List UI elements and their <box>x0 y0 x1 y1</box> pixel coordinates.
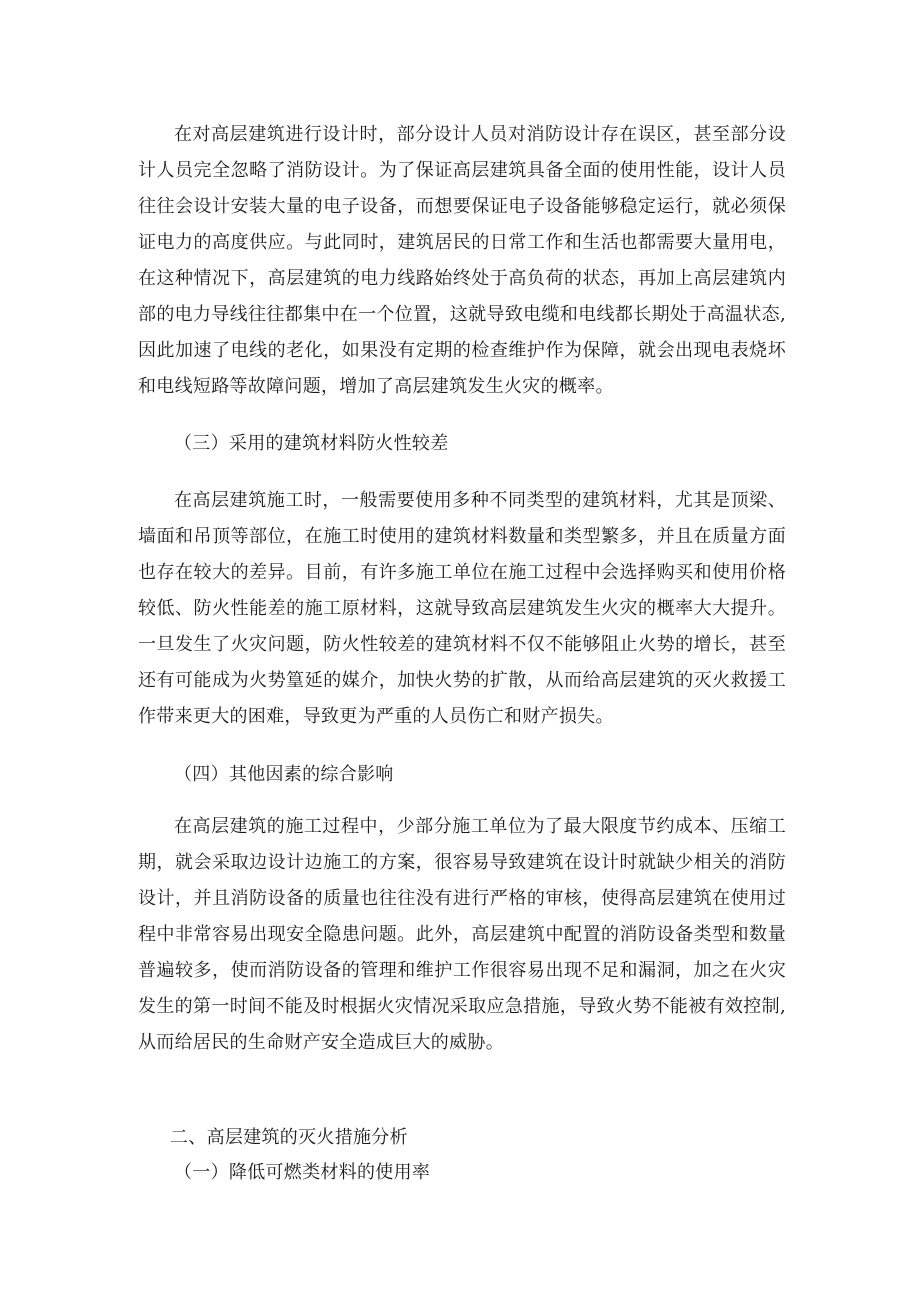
body-paragraph: 在高层建筑的施工过程中，少部分施工单位为了最大限度节约成本、压缩工期，就会采取边设计边施工的方案，很容易导致建筑在设计时就缺少相关的消防设计，并且消防设备的质量也往往没有进行严格的审核，使得高层建筑在使用过程中非常容易出现安全隐患问题。此外，高层建筑中配置的消防设备类型和数量普遍较多，使而消防设备的管理和维护工作很容易出现不足和漏洞，加之在火灾发生的第一时间不能及时根据火灾情况采取应急措施，导致火势不能被有效控制,从而给居民的生命财产安全造成巨大的威胁。 <box>138 816 786 1053</box>
body-paragraph: 在高层建筑施工时，一般需要使用多种不同类型的建筑材料，尤其是顶梁、墙面和吊顶等部位，在施工时使用的建筑材料数量和类型繁多，并且在质量方面也存在较大的差异。目前，有许多施工单位在施工过程中会选择购买和使用价格较低、防火性能差的施工原材料，这就导致高层建筑发生火灾的概率大大提升。一旦发生了火灾问题，防火性较差的建筑材料不仅不能够阻止火势的增长，甚至还有可能成为火势篁延的媒介，加快火势的扩散，从而给高层建筑的灭火救援工作带来更大的困难，导致更为严重的人员伤亡和财产损失。 <box>138 490 786 727</box>
subsection-heading: （四）其他因素的综合影响 <box>174 764 394 785</box>
subsection-heading: （三）采用的建筑材料防火性较差 <box>174 433 449 454</box>
section-heading: 二、高层建筑的灭火措施分析 <box>170 1127 408 1148</box>
subsection-heading: （一）降低可燃类材料的使用率 <box>174 1162 431 1183</box>
body-paragraph: 在对高层建筑进行设计时，部分设计人员对消防设计存在误区，甚至部分设计人员完全忽略了消防设计。为了保证高层建筑具备全面的使用性能，设计人员往往会设计安装大量的电子设备，而想要保证电子设备能够稳定运行，就必须保证电力的高度供应。与此同时，建筑居民的日常工作和生活也都需要大量用电，在这种情况下，高层建筑的电力线路始终处于高负荷的状态，再加上高层建筑内部的电力导线往往都集中在一个位置，这就导致电缆和电线都长期处于高温状态,因此加速了电线的老化，如果没有定期的检查维护作为保障，就会出现电表烧坏和电线短路等故障问题，增加了高层建筑发生火灾的概率。 <box>138 124 786 397</box>
